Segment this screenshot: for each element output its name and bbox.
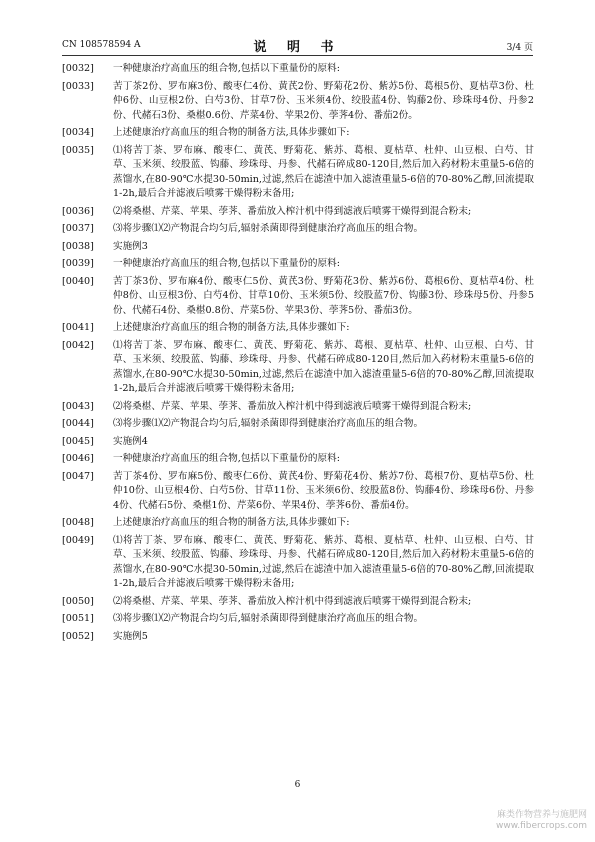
paragraph-text: 苦丁茶2份、罗布麻3份、酸枣仁4份、黄芪2份、野菊花2份、紫苏5份、葛根5份、夏枯草3份、杜仲6份、山豆根2份、白芍3份、甘草7份、玉米须4份、绞股蓝4份、钩藤2份、珍珠母4份、丹参2份、代赭石3份、桑椹0.6份、芹菜4份、苹果2份、荸荠4份、番茄2份。 (113, 80, 534, 121)
paragraph-number: [0049] (62, 534, 94, 546)
paragraph-text: ⑴将苦丁茶、罗布麻、酸枣仁、黄芪、野菊花、紫苏、葛根、夏枯草、杜仲、山豆根、白芍、甘草、玉米须、绞股蓝、钩藤、珍珠母、丹参、代赭石碎成80-120目,然后加入药材粉末重量5-6倍的蒸馏水,在80-90℃水提30-50min,过滤,然后在滤渣中加入滤渣重量5-6倍的70-80%乙醇,回流提取1-2h,最后合并滤液后喷雾干燥得粉末备用; (113, 534, 534, 589)
watermark-line-2: www.fibercrops.com (496, 821, 587, 831)
paragraph-number: [0046] (62, 453, 94, 464)
paragraph-number: [0038] (62, 240, 94, 252)
paragraph-text: 一种健康治疗高血压的组合物,包括以下重量份的原料: (113, 453, 340, 464)
paragraph-number: [0052] (62, 630, 94, 642)
header-rule (62, 55, 533, 56)
paragraph-number: [0048] (62, 517, 94, 528)
paragraph (62, 435, 534, 450)
paragraph (62, 534, 534, 592)
site-watermark (496, 810, 587, 832)
paragraph-number: [0050] (62, 595, 94, 607)
paragraph (62, 516, 534, 531)
paragraph-text: 苦丁茶3份、罗布麻4份、酸枣仁5份、黄芪3份、野菊花3份、紫苏6份、葛根6份、夏枯草4份、杜仲8份、山豆根3份、白芍4份、甘草10份、玉米须5份、绞股蓝7份、钩藤3份、珍珠母5份、丹参5份、代赭石4份、桑椹0.8份、芹菜5份、苹果3份、荸荠5份、番茄3份。 (113, 275, 534, 316)
paragraph (62, 470, 534, 514)
doc-number: CN 108578594 A (62, 40, 141, 50)
paragraph-text: 上述健康治疗高血压的组合物的制备方法,具体步骤如下: (113, 322, 350, 333)
paragraph-number: [0036] (62, 205, 94, 217)
paragraph (62, 275, 534, 319)
paragraph (62, 612, 534, 627)
paragraph-number: [0041] (62, 322, 94, 333)
paragraph (62, 630, 534, 645)
paragraph-text: ⑵将桑椹、芹菜、苹果、荸荠、番茄放入榨汁机中得到滤液后喷雾干燥得到混合粉末; (113, 400, 472, 412)
paragraph (62, 62, 534, 77)
paragraph-text: 上述健康治疗高血压的组合物的制备方法,具体步骤如下: (113, 127, 350, 138)
paragraph-text: ⑵将桑椹、芹菜、苹果、荸荠、番茄放入榨汁机中得到滤液后喷雾干燥得到混合粉末; (113, 595, 472, 607)
paragraph (62, 205, 534, 220)
paragraph-text: 苦丁茶4份、罗布麻5份、酸枣仁6份、黄芪4份、野菊花4份、紫苏7份、葛根7份、夏枯草5份、杜仲10份、山豆根4份、白芍5份、甘草11份、玉米须6份、绞股蓝8份、钩藤4份、珍珠母6份、丹参4份、代赭石5份、桑椹1份、芹菜6份、苹果4份、荸荠6份、番茄4份。 (113, 470, 534, 511)
paragraph-number: [0040] (62, 275, 94, 287)
page-number: 6 (294, 780, 301, 790)
paragraph-text: ⑶将步骤⑴⑵产物混合均匀后,辐射杀菌即得到健康治疗高血压的组合物。 (113, 613, 424, 624)
paragraph (62, 257, 534, 272)
paragraph (62, 595, 534, 610)
page-header (62, 36, 533, 54)
paragraph-text: 实施例5 (113, 630, 148, 642)
paragraph-number: [0037] (62, 223, 94, 234)
paragraph (62, 400, 534, 415)
paragraph-number: [0032] (62, 63, 94, 74)
paragraph (62, 126, 534, 141)
page-ratio: 3/4 页 (506, 43, 533, 53)
paragraph-number: [0047] (62, 470, 94, 482)
paragraph-text: 一种健康治疗高血压的组合物,包括以下重量份的原料: (113, 258, 340, 269)
paragraph-number: [0042] (62, 339, 94, 351)
paragraph-text: ⑴将苦丁茶、罗布麻、酸枣仁、黄芪、野菊花、紫苏、葛根、夏枯草、杜仲、山豆根、白芍、甘草、玉米须、绞股蓝、钩藤、珍珠母、丹参、代赭石碎成80-120目,然后加入药材粉末重量5-6倍的蒸馏水,在80-90℃水提30-50min,过滤,然后在滤渣中加入滤渣重量5-6倍的70-80%乙醇,回流提取1-2h,最后合并滤液后喷雾干燥得粉末备用; (113, 144, 534, 199)
paragraph-number: [0039] (62, 258, 94, 269)
paragraph-number: [0044] (62, 418, 94, 429)
paragraph (62, 222, 534, 237)
paragraph (62, 144, 534, 202)
watermark-line-1: 麻类作物营养与施肥网 (496, 810, 587, 820)
paragraph-text: 一种健康治疗高血压的组合物,包括以下重量份的原料: (113, 63, 340, 74)
paragraph-text: 实施例3 (113, 240, 148, 252)
paragraph-number: [0034] (62, 127, 94, 138)
paragraph (62, 321, 534, 336)
paragraph (62, 240, 534, 255)
doc-title: 说 明 书 (253, 40, 342, 55)
paragraph (62, 452, 534, 467)
paragraph-number: [0035] (62, 144, 94, 156)
paragraph-number: [0033] (62, 80, 94, 92)
paragraph-text: ⑴将苦丁茶、罗布麻、酸枣仁、黄芪、野菊花、紫苏、葛根、夏枯草、杜仲、山豆根、白芍、甘草、玉米须、绞股蓝、钩藤、珍珠母、丹参、代赭石碎成80-120目,然后加入药材粉末重量5-6倍的蒸馏水,在80-90℃水提30-50min,过滤,然后在滤渣中加入滤渣重量5-6倍的70-80%乙醇,回流提取1-2h,最后合并滤液后喷雾干燥得粉末备用; (113, 339, 534, 394)
paragraph (62, 339, 534, 397)
document-body (62, 62, 534, 647)
paragraph (62, 417, 534, 432)
paragraph-text: 实施例4 (113, 435, 148, 447)
paragraph-text: 上述健康治疗高血压的组合物的制备方法,具体步骤如下: (113, 517, 350, 528)
paragraph-number: [0045] (62, 435, 94, 447)
paragraph-text: ⑵将桑椹、芹菜、苹果、荸荠、番茄放入榨汁机中得到滤液后喷雾干燥得到混合粉末; (113, 205, 472, 217)
paragraph-text: ⑶将步骤⑴⑵产物混合均匀后,辐射杀菌即得到健康治疗高血压的组合物。 (113, 223, 424, 234)
paragraph-number: [0051] (62, 613, 94, 624)
paragraph-text: ⑶将步骤⑴⑵产物混合均匀后,辐射杀菌即得到健康治疗高血压的组合物。 (113, 418, 424, 429)
paragraph (62, 80, 534, 124)
paragraph-number: [0043] (62, 400, 94, 412)
